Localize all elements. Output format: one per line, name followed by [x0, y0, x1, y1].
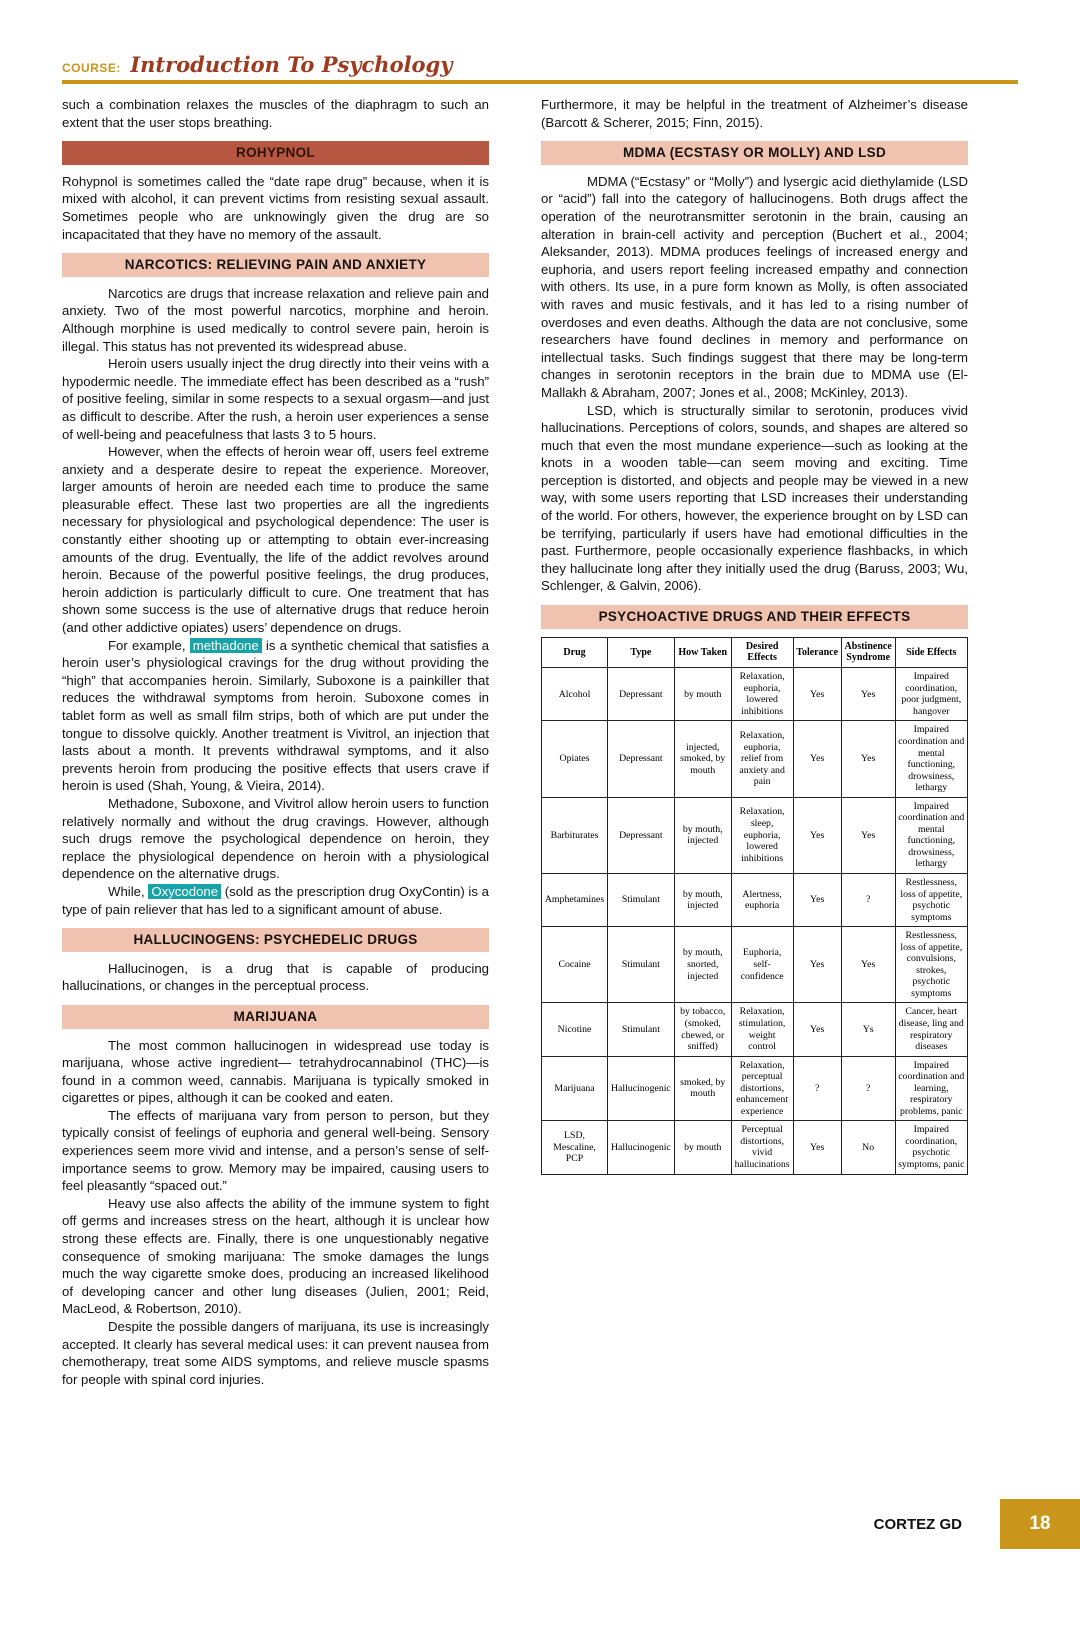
table-cell: ?: [841, 873, 895, 926]
paragraph: Rohypnol is sometimes called the “date rape drug” because, when it is mixed with alcohol, it can prevent victims from resisting sexual assault. Sometimes people who are unknowingly given the drug are so incapacitated that they have no memory of the assault.: [62, 173, 489, 242]
table-header-how-taken: How Taken: [674, 637, 731, 668]
table-cell: Yes: [793, 927, 841, 1003]
paragraph: Heavy use also affects the ability of the immune system to fight off germs and increases stress on the heart, although it is unclear how strong these effects are. Finally, there is one unquestionably negative consequence of smoking marijuana: The smoke damages the lungs much the way cigarette smoke does, producing an increased likelihood of developing cancer and other lung diseases (Julien, 2001; Reid, MacLeod, & Robertson, 2010).: [62, 1195, 489, 1317]
table-cell: Restlessness, loss of appetite, psychotic symptoms: [895, 873, 967, 926]
paragraph: The most common hallucinogen in widespread use today is marijuana, whose active ingredient— tetrahydrocannabinol (THC)—is found in a common weed, cannabis. Marijuana is typically smoked in cigarettes or pipes, although it can be cooked and eaten.: [62, 1037, 489, 1106]
left-column: [62, 96, 489, 1388]
table-row-barbiturates: [542, 797, 968, 873]
table-cell: Relaxation, euphoria, relief from anxiety and pain: [731, 721, 793, 797]
table-cell: by mouth, injected: [674, 797, 731, 873]
table-cell: Yes: [793, 1003, 841, 1056]
table-cell: Barbiturates: [542, 797, 608, 873]
page-header: [62, 52, 1018, 84]
paragraph: Despite the possible dangers of marijuana, its use is increasingly accepted. It clearly has several medical uses: it can prevent nausea from chemotherapy, treat some AIDS symptoms, and relieve muscle spasms for people with spinal cord injuries.: [62, 1319, 489, 1387]
table-cell: Stimulant: [608, 873, 675, 926]
table-cell: Relaxation, stimulation, weight control: [731, 1003, 793, 1056]
table-cell: Nicotine: [542, 1003, 608, 1056]
table-cell: Marijuana: [542, 1056, 608, 1121]
section-heading-marijuana: MARIJUANA: [62, 1005, 489, 1029]
table-header-row: [542, 637, 968, 668]
table-cell: Yes: [793, 873, 841, 926]
paragraph: Furthermore, it may be helpful in the treatment of Alzheimer’s disease (Barcott & Scherer, 2015; Finn, 2015).: [541, 97, 968, 130]
table-cell: LSD, Mescaline, PCP: [542, 1121, 608, 1174]
two-column-content: [62, 96, 1018, 1388]
table-cell: Cancer, heart disease, ling and respiratory diseases: [895, 1003, 967, 1056]
course-title: Introduction To Psychology: [130, 52, 453, 77]
section-heading-psychoactive-drugs-and-their-effects: PSYCHOACTIVE DRUGS AND THEIR EFFECTS: [541, 605, 968, 629]
table-row-nicotine: [542, 1003, 968, 1056]
table-row-alcohol: [542, 668, 968, 721]
table-row-lsd-mescaline-pcp: [542, 1121, 968, 1174]
table-cell: by mouth: [674, 668, 731, 721]
section-heading-rohypnol: ROHYPNOL: [62, 141, 489, 165]
table-cell: Yes: [793, 797, 841, 873]
paragraph: LSD, which is structurally similar to serotonin, produces vivid hallucinations. Perceptions of colors, sounds, and shapes are altered so much that even the most mundane experience—such as looking at the knots in a wooden table—can seem moving and exciting. Time perception is distorted, and objects and people may be viewed in a new way, with some users reporting that LSD increases their understanding of the world. For others, however, the experience brought on by LSD can be terrifying, particularly if users have had emotional difficulties in the past. Furthermore, people occasionally experience flashbacks, in which they hallucinate long after they initially used the drug (Baruss, 2003; Wu, Schlenger, & Galvin, 2006).: [541, 402, 968, 594]
paragraph: MDMA (“Ecstasy” or “Molly”) and lysergic acid diethylamide (LSD or “acid”) fall into the category of hallucinogens. Both drugs affect the operation of the neurotransmitter serotonin in the brain, causing an alteration in brain-cell activity and perception (Buchert et al., 2004; Aleksander, 2013). MDMA produces feelings of increased energy and euphoria, and users report feeling increased empathy and connection with others. Its use, in a pure form known as Molly, is often associated with raves and music festivals, and it has led to a rising number of overdoses and even deaths. Although the data are not conclusive, some researchers have found declines in memory and performance on intellectual tasks. Such findings suggest that there may be long-term changes in serotonin receptors in the brain due to MDMA use (El-Mallakh & Abraham, 2007; Jones et al., 2008; McKinley, 2013).: [541, 173, 968, 400]
table-cell: Depressant: [608, 668, 675, 721]
table-cell: Yes: [793, 668, 841, 721]
table-header-tolerance: Tolerance: [793, 637, 841, 668]
paragraph: Narcotics are drugs that increase relaxation and relieve pain and anxiety. Two of the most powerful narcotics, morphine and heroin. Although morphine is used medically to control severe pain, heroin is illegal. This status has not prevented its widespread abuse.: [62, 285, 489, 354]
table-row-cocaine: [542, 927, 968, 1003]
table-cell: by tobacco, (smoked, chewed, or sniffed): [674, 1003, 731, 1056]
table-cell: Opiates: [542, 721, 608, 797]
paragraph: While, Oxycodone (sold as the prescription drug OxyContin) is a type of pain reliever that has led to a significant amount of abuse.: [62, 883, 489, 917]
table-header-abstinence-syndrome: Abstinence Syndrome: [841, 637, 895, 668]
table-cell: by mouth, snorted, injected: [674, 927, 731, 1003]
paragraph: The effects of marijuana vary from person to person, but they typically consist of feelings of euphoria and general well-being. Sensory experiences seem more vivid and intense, and a person’s sense of self-importance seems to grow. Memory may be impaired, causing users to feel pleasantly “spaced out.”: [62, 1107, 489, 1194]
table-cell: by mouth: [674, 1121, 731, 1174]
course-label: COURSE:: [62, 61, 121, 75]
table-cell: injected, smoked, by mouth: [674, 721, 731, 797]
table-cell: Hallucinogenic: [608, 1056, 675, 1121]
table-cell: Ys: [841, 1003, 895, 1056]
table-cell: Impaired coordination and mental functioning, drowsiness, lethargy: [895, 721, 967, 797]
paragraph: Heroin users usually inject the drug directly into their veins with a hypodermic needle. The immediate effect has been described as a “rush” of positive feeling, similar in some respects to a sexual orgasm—and just as difficult to describe. After the rush, a heroin user experiences a sense of well-being and peacefulness that lasts 3 to 5 hours.: [62, 356, 489, 442]
table-header-drug: Drug: [542, 637, 608, 668]
right-column: [541, 96, 968, 1388]
table-row-marijuana: [542, 1056, 968, 1121]
table-cell: Relaxation, sleep, euphoria, lowered inhibitions: [731, 797, 793, 873]
highlighted-term-methadone: methadone: [190, 638, 262, 653]
paragraph: Hallucinogen, is a drug that is capable of producing hallucinations, or changes in the perceptual process.: [62, 960, 489, 994]
table-row-amphetamines: [542, 873, 968, 926]
section-heading-hallucinogens-psychedelic-drugs: HALLUCINOGENS: PSYCHEDELIC DRUGS: [62, 928, 489, 952]
table-cell: No: [841, 1121, 895, 1174]
table-cell: Euphoria, self-confidence: [731, 927, 793, 1003]
table-cell: Impaired coordination and learning, respiratory problems, panic: [895, 1056, 967, 1121]
table-cell: Perceptual distortions, vivid hallucinations: [731, 1121, 793, 1174]
table-cell: Yes: [793, 1121, 841, 1174]
table-cell: Relaxation, euphoria, lowered inhibitions: [731, 668, 793, 721]
table-cell: ?: [793, 1056, 841, 1121]
table-cell: Yes: [841, 927, 895, 1003]
author-name: CORTEZ GD: [873, 1515, 962, 1533]
table-cell: by mouth, injected: [674, 873, 731, 926]
table-cell: Yes: [793, 721, 841, 797]
table-cell: Impaired coordination, psychotic symptoms, panic: [895, 1121, 967, 1174]
table-cell: Hallucinogenic: [608, 1121, 675, 1174]
highlighted-term-oxycodone: Oxycodone: [148, 884, 221, 899]
table-cell: Alertness, euphoria: [731, 873, 793, 926]
section-heading-mdma-ecstasy-or-molly-and-lsd: MDMA (ECSTASY OR MOLLY) AND LSD: [541, 141, 968, 165]
table-cell: Stimulant: [608, 927, 675, 1003]
table-header-side-effects: Side Effects: [895, 637, 967, 668]
table-cell: smoked, by mouth: [674, 1056, 731, 1121]
paragraph: Methadone, Suboxone, and Vivitrol allow heroin users to function relatively normally and without the drug cravings. However, although such drugs remove the psychological dependence on heroin, they replace the physiological dependence on heroin with a physiological dependence on the alternative drugs.: [62, 795, 489, 882]
table-cell: Stimulant: [608, 1003, 675, 1056]
paragraph: such a combination relaxes the muscles of the diaphragm to such an extent that the user stops breathing.: [62, 97, 489, 130]
table-cell: Relaxation, perceptual distortions, enhancement experience: [731, 1056, 793, 1121]
paragraph: For example, methadone is a synthetic chemical that satisfies a heroin user’s physiological cravings for the drug without providing the “high” that accompanies heroin. Similarly, Suboxone is a painkiller that reduces the withdrawal symptoms from heroin. Suboxone comes in tablet form as well as small film strips, both of which are put under the tongue to dissolve quickly. Another treatment is Vivitrol, an injection that lasts about a month. It prevents withdrawal symptoms, and it also prevents heroin from producing the positive effects that users crave if heroin is used (Shah, Young, & Vieira, 2014).: [62, 637, 489, 794]
table-row-opiates: [542, 721, 968, 797]
section-heading-narcotics-relieving-pain-and-anxiety: NARCOTICS: RELIEVING PAIN AND ANXIETY: [62, 253, 489, 277]
table-cell: Yes: [841, 797, 895, 873]
table-cell: Depressant: [608, 721, 675, 797]
table-cell: Yes: [841, 668, 895, 721]
table-cell: Alcohol: [542, 668, 608, 721]
table-cell: ?: [841, 1056, 895, 1121]
table-cell: Yes: [841, 721, 895, 797]
psychoactive-drugs-table: [541, 637, 968, 1175]
page-number-badge: 18: [1000, 1499, 1080, 1549]
paragraph: However, when the effects of heroin wear off, users feel extreme anxiety and a desperate desire to repeat the experience. Moreover, larger amounts of heroin are needed each time to produce the same pleasurable effect. These last two properties are all the ingredients necessary for physiological and psychological dependence: The user is constantly either shooting up or attempting to obtain ever-increasing amounts of the drug. Eventually, the life of the addict revolves around heroin. Because of the powerful positive feelings, the drug produces, heroin addiction is particularly difficult to cure. One treatment that has shown some success is the use of alternative drugs that reduce heroin (and other addictive opiates) users’ dependence on drugs.: [62, 444, 489, 636]
table-cell: Restlessness, loss of appetite, convulsions, strokes, psychotic symptoms: [895, 927, 967, 1003]
table-header-desired-effects: Desired Effects: [731, 637, 793, 668]
table-cell: Impaired coordination and mental functioning, drowsiness, lethargy: [895, 797, 967, 873]
table-cell: Depressant: [608, 797, 675, 873]
page-footer: [874, 1499, 1080, 1549]
table-cell: Impaired coordination, poor judgment, hangover: [895, 668, 967, 721]
table-cell: Cocaine: [542, 927, 608, 1003]
table-cell: Amphetamines: [542, 873, 608, 926]
table-header-type: Type: [608, 637, 675, 668]
